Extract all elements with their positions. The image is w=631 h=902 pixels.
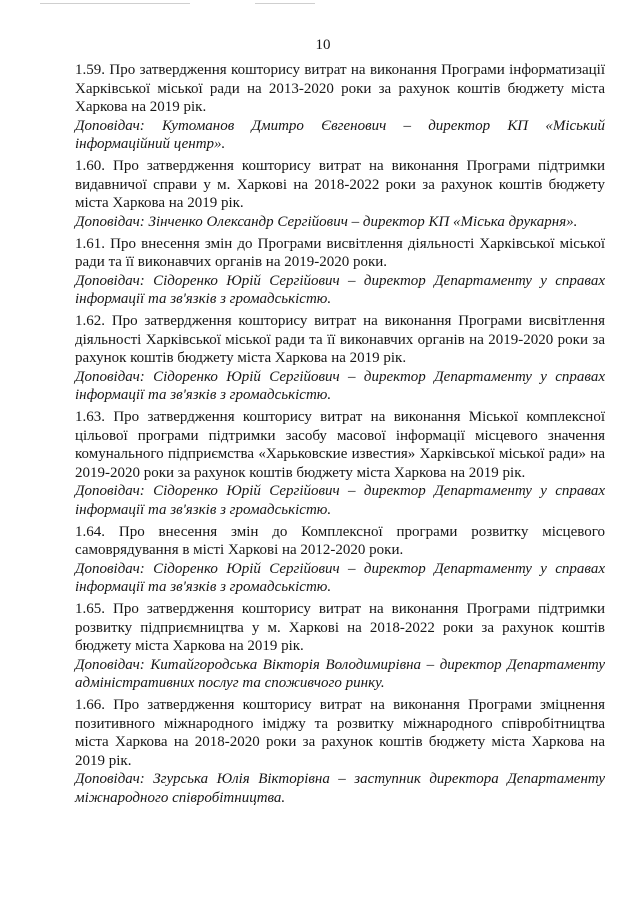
item-text: Про внесення змін до Комплексної програми розвитку місцевого самоврядування в місті Харкові на 2012-2020 роки. xyxy=(75,523,605,558)
item-number: 1.63. xyxy=(75,409,105,425)
agenda-item xyxy=(75,312,605,405)
item-number: 1.61. xyxy=(75,235,105,252)
reporter-name: Сідоренко Юрій Сергійович – директор Департаменту у справах інформації та зв'язків з громадськістю. xyxy=(75,560,605,595)
agenda-list xyxy=(75,61,605,811)
reporter-name: Сідоренко Юрій Сергійович – директор Департаменту у справах інформації та зв'язків з громадськістю. xyxy=(75,368,605,403)
item-reporter xyxy=(75,770,605,807)
reporter-name: Сідоренко Юрій Сергійович – директор Департаменту у справах інформації та зв'язків з громадськістю. xyxy=(75,483,605,518)
reporter-label: Доповідач: xyxy=(75,656,145,673)
reporter-label: Доповідач: xyxy=(75,368,145,385)
item-text: Про затвердження кошторису витрат на виконання Програми висвітлення діяльності Харківської міської ради та її виконавчих органів на 2019-2020 роки за рахунок коштів бюджету міста Харкова на 2019 рік. xyxy=(75,313,606,366)
agenda-item xyxy=(75,523,605,597)
reporter-name: Кутоманов Дмитро Євгенович – директор КП «Міський інформаційний центр». xyxy=(75,117,605,152)
reporter-label: Доповідач: xyxy=(75,272,145,289)
agenda-item xyxy=(75,696,605,807)
item-reporter xyxy=(75,213,605,232)
item-title xyxy=(75,600,605,656)
agenda-item xyxy=(75,600,605,693)
item-title xyxy=(75,523,605,560)
item-text: Про затвердження кошторису витрат на виконання Програми підтримки видавничої справи у м. Харкові на 2018-2022 роки за рахунок коштів бюджету міста Харкова на 2019 рік. xyxy=(75,158,606,211)
item-number: 1.62. xyxy=(75,313,105,329)
reporter-label: Доповідач: xyxy=(75,771,145,787)
reporter-name: Китайгородська Вікторія Володимирівна – директор Департаменту адміністративних послуг та споживчого ринку. xyxy=(75,656,605,691)
item-reporter xyxy=(75,482,605,519)
item-text: Про затвердження кошторису витрат на виконання Міської комплексної цільової програми підтримки засобу масової інформації місцевого значення комунального підприємства «Харьковские известия» Харківської міської ради» на 2019-2020 роки за рахунок коштів бюджету міста Харкова на 2019 рік. xyxy=(75,409,605,481)
agenda-item xyxy=(75,408,605,519)
item-reporter xyxy=(75,117,605,154)
item-reporter xyxy=(75,272,605,309)
scan-artifact-line xyxy=(40,3,190,4)
reporter-name: Згурська Юлія Вікторівна – заступник директора Департаменту міжнародного співробітництва. xyxy=(75,771,606,806)
item-number: 1.59. xyxy=(75,62,105,78)
item-reporter xyxy=(75,560,605,597)
item-text: Про затвердження кошторису витрат на виконання Програми зміцнення позитивного міжнародного іміджу та розвитку міжнародного співробітництва міста Харкова на 2018-2020 роки за рахунок коштів бюджету міста Харкова на 2019 рік. xyxy=(75,697,606,769)
page-number: 10 xyxy=(315,37,331,53)
reporter-name: Сідоренко Юрій Сергійович – директор Департаменту у справах інформації та зв'язків з громадськістю. xyxy=(75,272,605,307)
agenda-item xyxy=(75,235,605,309)
item-text: Про затвердження кошторису витрат на виконання Програми підтримки розвитку підприємництва у м. Харкові на 2018-2022 роки за рахунок коштів бюджету міста Харкова на 2019 рік. xyxy=(75,601,606,654)
item-number: 1.60. xyxy=(75,158,105,174)
item-title xyxy=(75,408,605,482)
item-number: 1.64. xyxy=(75,523,105,540)
agenda-item xyxy=(75,61,605,154)
item-title xyxy=(75,696,605,770)
reporter-label: Доповідач: xyxy=(75,117,145,134)
agenda-item xyxy=(75,157,605,231)
item-number: 1.65. xyxy=(75,601,105,617)
reporter-label: Доповідач: xyxy=(75,483,145,499)
item-title xyxy=(75,312,605,368)
reporter-label: Доповідач: xyxy=(75,213,145,230)
item-number: 1.66. xyxy=(75,697,105,713)
item-title xyxy=(75,61,605,117)
reporter-label: Доповідач: xyxy=(75,560,145,577)
scan-artifact-line xyxy=(255,3,315,4)
item-title xyxy=(75,235,605,272)
item-reporter xyxy=(75,368,605,405)
item-title xyxy=(75,157,605,213)
item-reporter xyxy=(75,656,605,693)
item-text: Про затвердження кошторису витрат на виконання Програми інформатизації Харківської міської ради на 2013-2020 роки за рахунок коштів бюджету міста Харкова на 2019 рік. xyxy=(75,62,605,115)
reporter-name: Зінченко Олександр Сергійович – директор КП «Міська друкарня». xyxy=(148,213,578,230)
item-text: Про внесення змін до Програми висвітлення діяльності Харківської міської ради та її виконавчих органів на 2019-2020 роки. xyxy=(75,235,606,270)
